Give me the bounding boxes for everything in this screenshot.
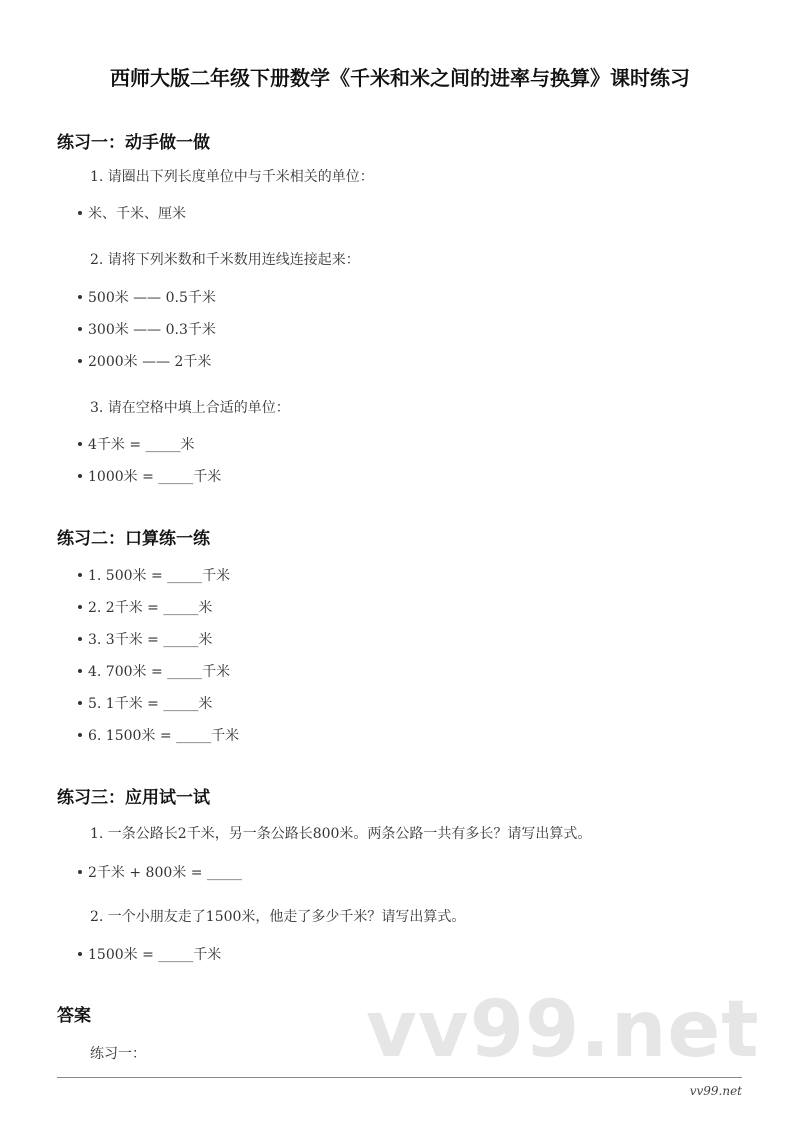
answers-heading: 答案: [57, 1006, 91, 1026]
page-title: 西师大版二年级下册数学《千米和米之间的进率与换算》课时练习: [110, 66, 690, 90]
list-item: 1500米 = _____千米: [78, 944, 221, 964]
answers-exercise-1-label: 练习一：: [90, 1046, 146, 1062]
exercise-3-question-1: 1. 一条公路长2千米，另一条公路长800米。两条公路一共有多长？请写出算式。: [90, 826, 592, 842]
list-item: 5. 1千米 = _____米: [78, 693, 212, 713]
list-item: 3. 3千米 = _____米: [78, 629, 212, 649]
exercise-1-question-3: 3. 请在空格中填上合适的单位：: [90, 400, 290, 416]
footer-site: vv99.net: [689, 1084, 742, 1098]
list-item: 2000米 —— 2千米: [78, 351, 211, 371]
exercise-2-heading: 练习二：口算练一练: [57, 529, 210, 549]
exercise-3-question-2: 2. 一个小朋友走了1500米，他走了多少千米？请写出算式。: [90, 909, 466, 925]
footer-divider: [57, 1077, 742, 1078]
exercise-1-question-2: 2. 请将下列米数和千米数用连线连接起来：: [90, 252, 360, 268]
list-item: 4. 700米 = _____千米: [78, 661, 230, 681]
list-item: 2. 2千米 = _____米: [78, 597, 212, 617]
list-item: 300米 —— 0.3千米: [78, 319, 216, 339]
exercise-1-heading: 练习一：动手做一做: [57, 133, 210, 153]
list-item: 1000米 = _____千米: [78, 466, 221, 486]
list-item: 6. 1500米 = _____千米: [78, 725, 239, 745]
list-item: 4千米 = _____米: [78, 434, 195, 454]
list-item: 2千米 + 800米 = _____: [78, 862, 242, 882]
list-item: 米、千米、厘米: [78, 203, 186, 223]
exercise-1-question-1: 1. 请圈出下列长度单位中与千米相关的单位：: [90, 169, 374, 185]
list-item: 500米 —— 0.5千米: [78, 287, 216, 307]
exercise-3-heading: 练习三：应用试一试: [57, 788, 210, 808]
watermark: vv99.net: [366, 985, 760, 1075]
list-item: 1. 500米 = _____千米: [78, 565, 230, 585]
